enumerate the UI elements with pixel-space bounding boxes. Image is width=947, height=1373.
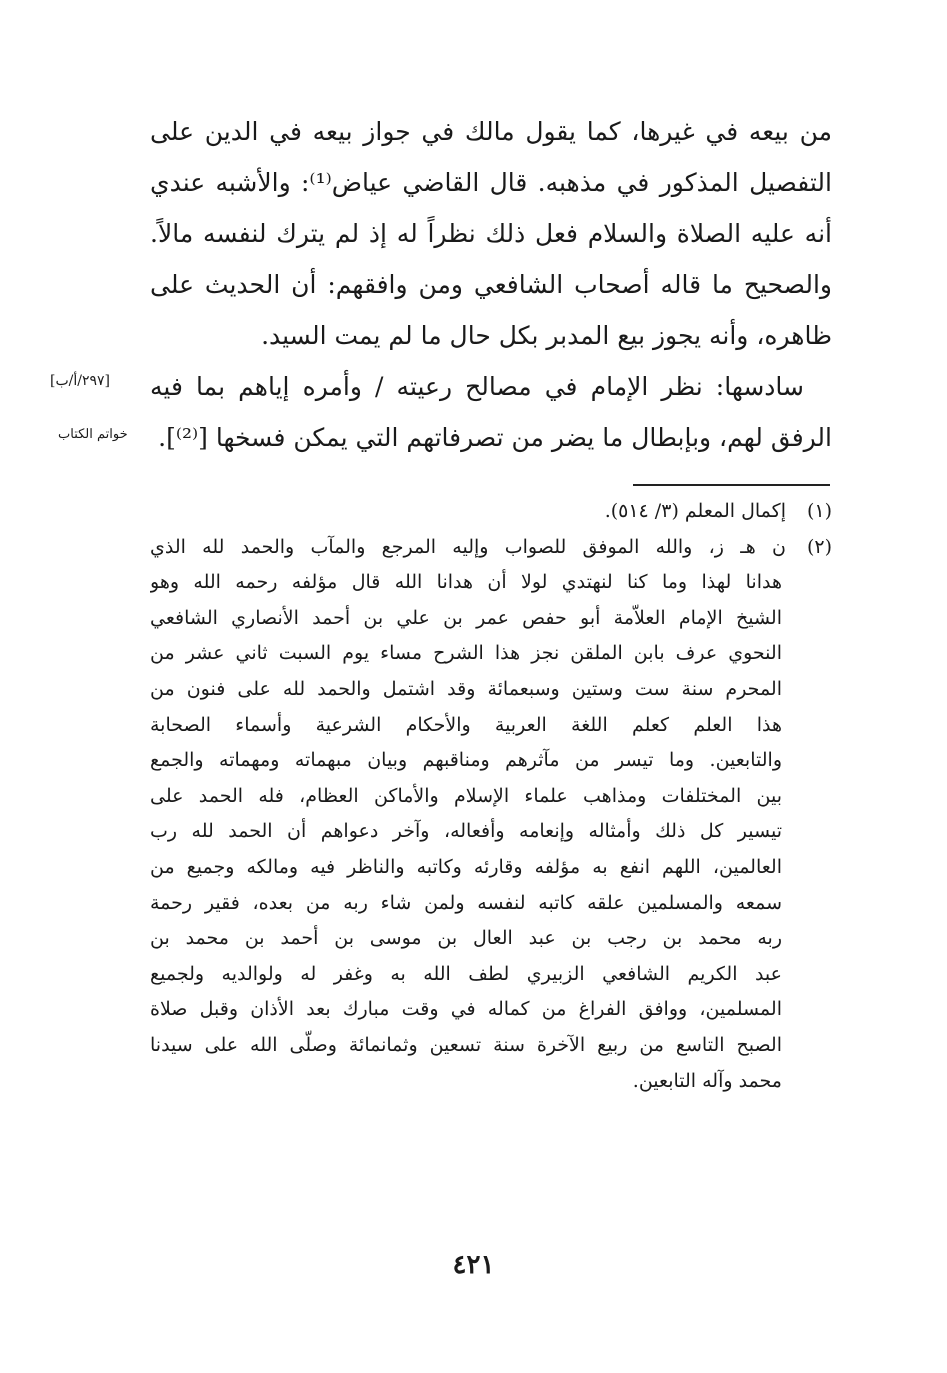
main-text-line: والصحيح ما قاله أصحاب الشافعي ومن وافقهم: أن الحديث على [150, 270, 832, 299]
main-text-line: أنه عليه الصلاة والسلام فعل ذلك نظراً له إذ لم يترك لنفسه مالاً. [150, 219, 832, 248]
footnote-number: (١) [806, 500, 832, 522]
main-text-block [150, 106, 832, 463]
footnote-2-first-line [150, 530, 832, 566]
main-text-line: سادسها: نظر الإمام في مصالح رعيته / وأمره إياهم بما فيه [150, 372, 804, 401]
footnotes-block [150, 494, 832, 1099]
footnote-line: المحرم سنة ست وستين وسبعمائة وقد اشتمل والحمد لله على فنون من [150, 677, 782, 700]
footnote-line: عبد الكريم الشافعي الزبيري لطف الله به وغفر له ولوالديه ولجميع [150, 962, 782, 985]
footnote-line: الصبح التاسع من ربيع الآخرة سنة تسعين وثمانمائة وصلّى الله على سيدنا [150, 1033, 782, 1056]
main-text-line: ظاهره، وأنه يجوز بيع المدبر بكل حال ما لم يمت السيد. [261, 321, 832, 350]
footnote-line: ربه محمد بن رجب بن عبد العال بن موسى بن أحمد بن محمد بن [150, 927, 782, 950]
footnote-line: هدانا لهذا وما كنا لنهتدي لولا أن هدانا الله قال مؤلفه رحمه الله وهو [150, 571, 782, 594]
footnote-line: الشيخ الإمام العلاّمة أبو حفص عمر بن علي بن أحمد الأنصاري الشافعي [150, 606, 782, 629]
footnote-line: تيسير كل ذلك وأمثاله وإنعامه وأفعاله، وآخر دعواهم أن الحمد لله رب [150, 820, 782, 843]
footnote-text: إكمال المعلم (٣/ ٥١٤). [604, 500, 786, 522]
page-number: ٤٢١ [452, 1250, 495, 1280]
footnote-text: ن هـ ز، والله الموفق للصواب وإليه المرجع والمآب والحمد لله الذي [150, 535, 786, 558]
margin-note-khawatim: خواتم الكتاب [58, 427, 128, 442]
footnote-line: والتابعين. وما تيسر من مآثرهم ومناقبهم وبيان مبهماته ومهماته والجمع [150, 749, 782, 772]
main-text-line: الرفق لهم، وبإبطال ما يضر من تصرفاتهم التي يمكن فسخها [⁽²⁾]. [158, 423, 832, 452]
main-text-line: من بيعه في غيرها، كما يقول مالك في جواز بيعه في الدين على [150, 117, 832, 146]
footnote-line: العالمين، اللهم انفع به مؤلفه وقارئه وكاتبه والناظر فيه ومالكه وجميع من [150, 855, 782, 878]
footnote-line: محمد وآله التابعين. [632, 1069, 782, 1092]
footnote-separator [633, 484, 830, 486]
margin-manuscript-reference: [٢٩٧/أ/ب] [50, 373, 111, 389]
footnote-line: المسلمين، ووافق الفراغ من كماله في وقت مبارك بعد الأذان وقبل صلاة [150, 998, 782, 1021]
main-text-line: التفصيل المذكور في مذهبه. قال القاضي عياض⁽¹⁾: والأشبه عندي [150, 168, 832, 197]
footnote-line: بين المختلفات ومذاهب علماء الإسلام والأماكن العظام، فله الحمد على [150, 784, 782, 807]
footnote-line: النحوي عرف بابن الملقن نجز هذا الشرح مساء يوم السبت ثاني عشر من [150, 642, 782, 665]
footnote-line: هذا العلم كعلم اللغة العربية والأحكام الشرعية وأسماء الصحابة [150, 713, 782, 736]
footnote-line: سمعه والمسلمين علقه كاتبه لنفسه ولمن شاء ربه من بعده، فقير رحمة [150, 891, 782, 914]
footnote-1 [150, 494, 832, 530]
footnote-number: (٢) [806, 535, 832, 558]
